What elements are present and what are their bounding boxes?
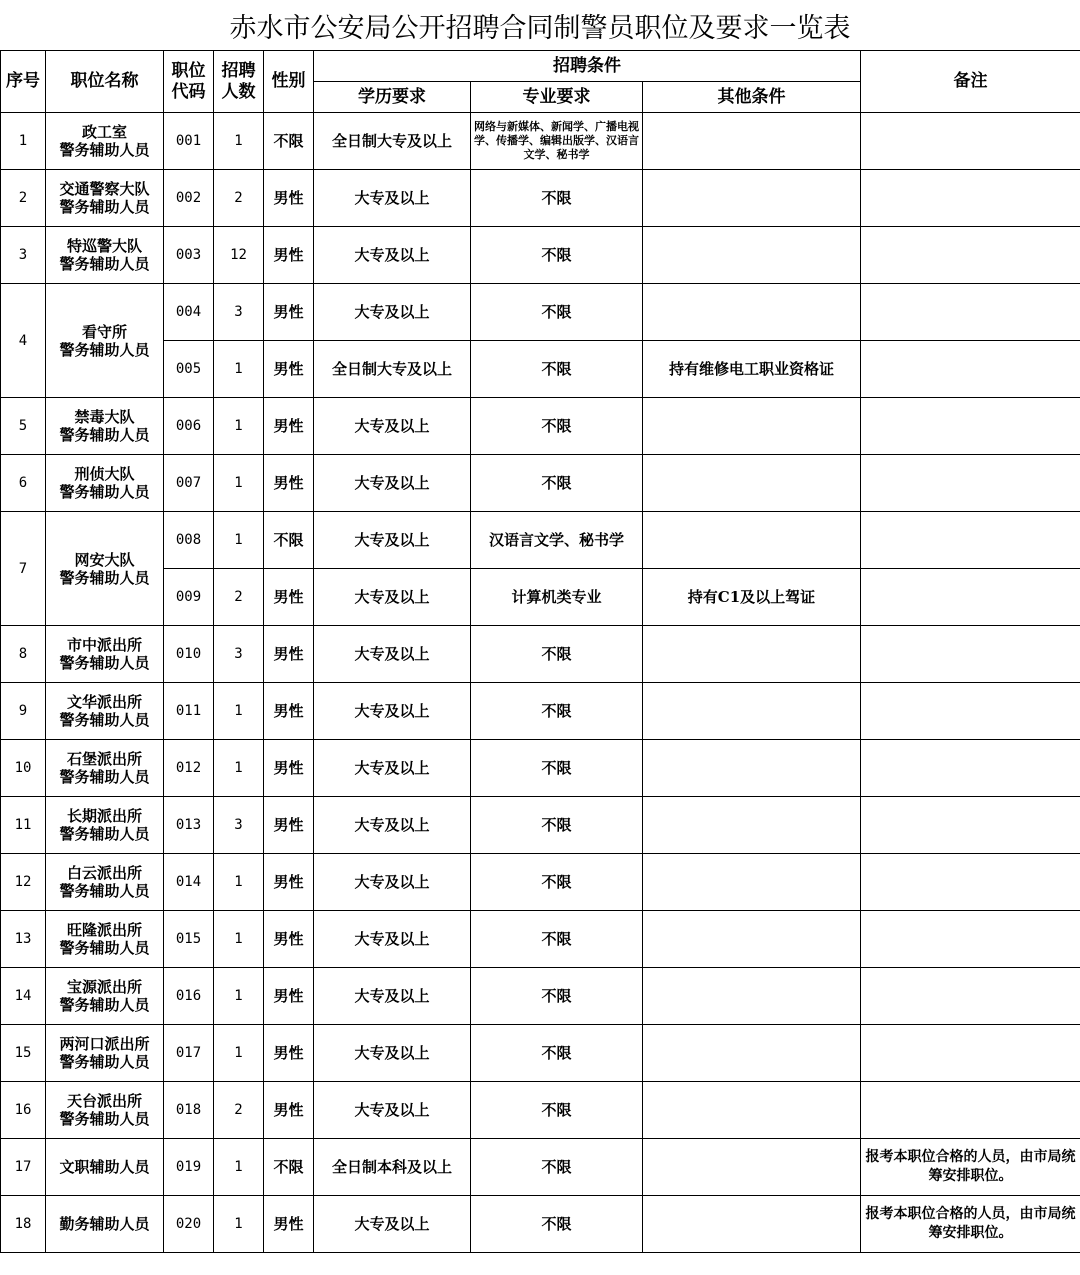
education-cell: 大专及以上 xyxy=(314,284,471,341)
position-name-cell xyxy=(46,1139,164,1196)
headcount-cell: 1 xyxy=(214,1025,264,1082)
seq-cell: 14 xyxy=(1,968,46,1025)
other-conditions-cell xyxy=(643,227,861,284)
remarks-cell: 报考本职位合格的人员，由市局统筹安排职位。 xyxy=(861,1139,1080,1196)
position-code-cell: 020 xyxy=(164,1196,214,1253)
seq-cell: 17 xyxy=(1,1139,46,1196)
other-conditions-cell xyxy=(643,170,861,227)
position-code-cell: 010 xyxy=(164,626,214,683)
position-name-cell xyxy=(46,968,164,1025)
gender-cell: 男性 xyxy=(264,284,314,341)
header-seq: 序号 xyxy=(1,51,46,113)
position-code-cell: 009 xyxy=(164,569,214,626)
seq-cell: 1 xyxy=(1,113,46,170)
remarks-cell: 报考本职位合格的人员，由市局统筹安排职位。 xyxy=(861,1196,1080,1253)
header-count-line1: 招聘 xyxy=(221,60,256,81)
role-name: 警务辅助人员 xyxy=(59,568,150,587)
major-cell: 不限 xyxy=(471,683,643,740)
headcount-cell: 2 xyxy=(214,1082,264,1139)
unit-name: 石堡派出所 xyxy=(66,750,142,768)
major-cell: 不限 xyxy=(471,398,643,455)
unit-name: 白云派出所 xyxy=(66,864,142,882)
table-row xyxy=(1,968,1080,1025)
position-name-cell xyxy=(46,1082,164,1139)
education-cell: 大专及以上 xyxy=(314,1082,471,1139)
position-name-cell xyxy=(46,683,164,740)
header-major: 专业要求 xyxy=(471,82,643,113)
major-cell: 不限 xyxy=(471,284,643,341)
seq-cell: 5 xyxy=(1,398,46,455)
major-cell: 不限 xyxy=(471,455,643,512)
headcount-cell: 2 xyxy=(214,170,264,227)
gender-cell: 男性 xyxy=(264,398,314,455)
headcount-cell: 1 xyxy=(214,341,264,398)
headcount-cell: 1 xyxy=(214,740,264,797)
major-cell: 不限 xyxy=(471,797,643,854)
header-gender: 性别 xyxy=(264,51,314,113)
other-conditions-cell xyxy=(643,797,861,854)
education-cell: 全日制大专及以上 xyxy=(314,113,471,170)
table-row xyxy=(1,227,1080,284)
major-cell: 不限 xyxy=(471,341,643,398)
headcount-cell: 1 xyxy=(214,455,264,512)
position-name-cell xyxy=(46,113,164,170)
remarks-cell xyxy=(861,227,1080,284)
major-cell: 不限 xyxy=(471,854,643,911)
major-cell: 不限 xyxy=(471,1025,643,1082)
other-conditions-cell xyxy=(643,1025,861,1082)
remarks-cell xyxy=(861,797,1080,854)
position-code-cell: 014 xyxy=(164,854,214,911)
role-name: 警务辅助人员 xyxy=(59,768,150,786)
education-cell: 大专及以上 xyxy=(314,455,471,512)
position-code-cell: 002 xyxy=(164,170,214,227)
seq-cell: 7 xyxy=(1,512,46,626)
other-conditions-cell xyxy=(643,968,861,1025)
seq-cell: 6 xyxy=(1,455,46,512)
table-row xyxy=(1,1025,1080,1082)
role-name: 警务辅助人员 xyxy=(59,426,150,444)
major-cell: 汉语言文学、秘书学 xyxy=(471,512,643,569)
seq-cell: 18 xyxy=(1,1196,46,1253)
header-other: 其他条件 xyxy=(643,82,861,113)
table-row xyxy=(1,1139,1080,1196)
gender-cell: 男性 xyxy=(264,569,314,626)
education-cell: 大专及以上 xyxy=(314,227,471,284)
position-name-cell xyxy=(46,854,164,911)
header-remarks: 备注 xyxy=(861,51,1080,113)
remarks-cell xyxy=(861,455,1080,512)
education-cell: 全日制大专及以上 xyxy=(314,341,471,398)
remarks-cell xyxy=(861,1082,1080,1139)
position-name-cell xyxy=(46,1196,164,1253)
other-conditions-cell xyxy=(643,284,861,341)
table-row xyxy=(1,854,1080,911)
headcount-cell: 1 xyxy=(214,911,264,968)
role-name: 警务辅助人员 xyxy=(59,939,150,957)
gender-cell: 男性 xyxy=(264,626,314,683)
major-cell: 不限 xyxy=(471,170,643,227)
other-conditions-cell xyxy=(643,740,861,797)
remarks-cell xyxy=(861,170,1080,227)
major-cell: 不限 xyxy=(471,911,643,968)
other-conditions-cell: 持有维修电工职业资格证 xyxy=(643,341,861,398)
education-cell: 大专及以上 xyxy=(314,626,471,683)
position-code-cell: 017 xyxy=(164,1025,214,1082)
page-title: 赤水市公安局公开招聘合同制警员职位及要求一览表 xyxy=(229,12,851,44)
remarks-cell xyxy=(861,740,1080,797)
gender-cell: 不限 xyxy=(264,113,314,170)
headcount-cell: 1 xyxy=(214,113,264,170)
other-conditions-cell xyxy=(643,113,861,170)
position-name-cell xyxy=(46,284,164,398)
seq-cell: 12 xyxy=(1,854,46,911)
seq-cell: 13 xyxy=(1,911,46,968)
education-cell: 大专及以上 xyxy=(314,740,471,797)
gender-cell: 男性 xyxy=(264,1025,314,1082)
role-name: 警务辅助人员 xyxy=(59,654,150,672)
major-cell: 不限 xyxy=(471,1196,643,1253)
gender-cell: 男性 xyxy=(264,683,314,740)
major-cell: 计算机类专业 xyxy=(471,569,643,626)
headcount-cell: 1 xyxy=(214,398,264,455)
position-code-cell: 005 xyxy=(164,341,214,398)
remarks-cell xyxy=(861,398,1080,455)
remarks-cell xyxy=(861,1025,1080,1082)
role-name: 警务辅助人员 xyxy=(59,1110,150,1128)
position-name-cell xyxy=(46,626,164,683)
position-code-cell: 003 xyxy=(164,227,214,284)
header-code-line2: 代码 xyxy=(171,81,206,102)
headcount-cell: 12 xyxy=(214,227,264,284)
position-code-cell: 008 xyxy=(164,512,214,569)
education-cell: 大专及以上 xyxy=(314,1196,471,1253)
other-conditions-cell: 持有C1及以上驾证 xyxy=(643,569,861,626)
education-cell: 大专及以上 xyxy=(314,854,471,911)
major-cell: 不限 xyxy=(471,968,643,1025)
other-conditions-cell xyxy=(643,626,861,683)
table-row xyxy=(1,284,1080,341)
role-name: 警务辅助人员 xyxy=(59,198,150,216)
position-name-cell xyxy=(46,740,164,797)
header-conditions: 招聘条件 xyxy=(314,51,861,82)
headcount-cell: 1 xyxy=(214,683,264,740)
position-name-cell xyxy=(46,512,164,626)
seq-cell: 9 xyxy=(1,683,46,740)
gender-cell: 男性 xyxy=(264,1082,314,1139)
remarks-cell xyxy=(861,284,1080,341)
remarks-cell xyxy=(861,626,1080,683)
other-conditions-cell xyxy=(643,455,861,512)
position-name-cell xyxy=(46,1025,164,1082)
unit-name: 市中派出所 xyxy=(66,636,142,654)
remarks-cell xyxy=(861,569,1080,626)
table-row xyxy=(1,740,1080,797)
role-name: 警务辅助人员 xyxy=(59,882,150,900)
role-name: 警务辅助人员 xyxy=(59,1053,150,1071)
education-cell: 大专及以上 xyxy=(314,797,471,854)
role-name: 警务辅助人员 xyxy=(59,825,150,843)
role-name: 警务辅助人员 xyxy=(59,255,150,273)
seq-cell: 15 xyxy=(1,1025,46,1082)
major-cell: 不限 xyxy=(471,1082,643,1139)
header-code-line1: 职位 xyxy=(171,60,206,81)
seq-cell: 8 xyxy=(1,626,46,683)
major-cell: 网络与新媒体、新闻学、广播电视学、传播学、编辑出版学、汉语言文学、秘书学 xyxy=(471,113,643,170)
education-cell: 大专及以上 xyxy=(314,512,471,569)
table-row xyxy=(1,911,1080,968)
position-code-cell: 004 xyxy=(164,284,214,341)
gender-cell: 男性 xyxy=(264,968,314,1025)
role-name: 警务辅助人员 xyxy=(59,996,150,1014)
gender-cell: 男性 xyxy=(264,227,314,284)
gender-cell: 男性 xyxy=(264,1196,314,1253)
headcount-cell: 1 xyxy=(214,1196,264,1253)
remarks-cell xyxy=(861,341,1080,398)
seq-cell: 11 xyxy=(1,797,46,854)
other-conditions-cell xyxy=(643,398,861,455)
gender-cell: 男性 xyxy=(264,854,314,911)
headcount-cell: 3 xyxy=(214,626,264,683)
table-body xyxy=(1,113,1080,1253)
unit-name: 宝源派出所 xyxy=(66,978,142,996)
position-name-cell xyxy=(46,797,164,854)
gender-cell: 不限 xyxy=(264,512,314,569)
seq-cell: 16 xyxy=(1,1082,46,1139)
role-name: 警务辅助人员 xyxy=(59,483,150,501)
education-cell: 大专及以上 xyxy=(314,1025,471,1082)
unit-name: 天台派出所 xyxy=(66,1092,142,1110)
remarks-cell xyxy=(861,683,1080,740)
table-row xyxy=(1,1082,1080,1139)
unit-name: 看守所 xyxy=(81,322,127,341)
headcount-cell: 2 xyxy=(214,569,264,626)
major-cell: 不限 xyxy=(471,1139,643,1196)
positions-table xyxy=(0,50,1080,1253)
education-cell: 大专及以上 xyxy=(314,170,471,227)
table-row xyxy=(1,455,1080,512)
position-code-cell: 019 xyxy=(164,1139,214,1196)
table-row xyxy=(1,797,1080,854)
other-conditions-cell xyxy=(643,683,861,740)
headcount-cell: 1 xyxy=(214,512,264,569)
seq-cell: 3 xyxy=(1,227,46,284)
table-row xyxy=(1,113,1080,170)
unit-name: 旺隆派出所 xyxy=(66,921,142,939)
unit-name: 文华派出所 xyxy=(66,693,142,711)
unit-name: 长期派出所 xyxy=(66,807,142,825)
position-code-cell: 007 xyxy=(164,455,214,512)
other-conditions-cell xyxy=(643,512,861,569)
position-name-cell xyxy=(46,455,164,512)
seq-cell: 10 xyxy=(1,740,46,797)
unit-name: 勤务辅助人员 xyxy=(59,1215,150,1233)
seq-cell: 2 xyxy=(1,170,46,227)
role-name: 警务辅助人员 xyxy=(59,711,150,729)
gender-cell: 男性 xyxy=(264,911,314,968)
other-conditions-cell xyxy=(643,854,861,911)
table-row xyxy=(1,626,1080,683)
education-cell: 全日制本科及以上 xyxy=(314,1139,471,1196)
position-name-cell xyxy=(46,170,164,227)
major-cell: 不限 xyxy=(471,626,643,683)
education-cell: 大专及以上 xyxy=(314,683,471,740)
gender-cell: 男性 xyxy=(264,170,314,227)
table-row xyxy=(1,1196,1080,1253)
position-code-cell: 006 xyxy=(164,398,214,455)
unit-name: 特巡警大队 xyxy=(66,237,142,255)
unit-name: 刑侦大队 xyxy=(74,465,135,483)
seq-cell: 4 xyxy=(1,284,46,398)
position-name-cell xyxy=(46,227,164,284)
unit-name: 文职辅助人员 xyxy=(59,1158,150,1176)
other-conditions-cell xyxy=(643,1196,861,1253)
position-name-cell xyxy=(46,911,164,968)
education-cell: 大专及以上 xyxy=(314,569,471,626)
gender-cell: 男性 xyxy=(264,455,314,512)
position-code-cell: 011 xyxy=(164,683,214,740)
position-code-cell: 001 xyxy=(164,113,214,170)
remarks-cell xyxy=(861,854,1080,911)
headcount-cell: 3 xyxy=(214,797,264,854)
unit-name: 禁毒大队 xyxy=(74,408,135,426)
unit-name: 政工室 xyxy=(81,123,127,141)
headcount-cell: 3 xyxy=(214,284,264,341)
gender-cell: 男性 xyxy=(264,797,314,854)
education-cell: 大专及以上 xyxy=(314,398,471,455)
remarks-cell xyxy=(861,512,1080,569)
other-conditions-cell xyxy=(643,911,861,968)
headcount-cell: 1 xyxy=(214,968,264,1025)
position-code-cell: 018 xyxy=(164,1082,214,1139)
table-row xyxy=(1,398,1080,455)
table-row xyxy=(1,683,1080,740)
remarks-cell xyxy=(861,113,1080,170)
role-name: 警务辅助人员 xyxy=(59,340,150,359)
position-code-cell: 015 xyxy=(164,911,214,968)
role-name: 警务辅助人员 xyxy=(59,141,150,159)
gender-cell: 男性 xyxy=(264,740,314,797)
major-cell: 不限 xyxy=(471,740,643,797)
unit-name: 网安大队 xyxy=(74,550,135,569)
headcount-cell: 1 xyxy=(214,1139,264,1196)
header-code xyxy=(164,51,214,113)
unit-name: 交通警察大队 xyxy=(59,180,150,198)
education-cell: 大专及以上 xyxy=(314,968,471,1025)
header-count-line2: 人数 xyxy=(221,81,256,102)
gender-cell: 男性 xyxy=(264,341,314,398)
education-cell: 大专及以上 xyxy=(314,911,471,968)
gender-cell: 不限 xyxy=(264,1139,314,1196)
header-education: 学历要求 xyxy=(314,82,471,113)
position-name-cell xyxy=(46,398,164,455)
unit-name: 两河口派出所 xyxy=(59,1035,150,1053)
position-code-cell: 012 xyxy=(164,740,214,797)
other-conditions-cell xyxy=(643,1139,861,1196)
headcount-cell: 1 xyxy=(214,854,264,911)
position-code-cell: 016 xyxy=(164,968,214,1025)
remarks-cell xyxy=(861,968,1080,1025)
table-row xyxy=(1,170,1080,227)
remarks-cell xyxy=(861,911,1080,968)
other-conditions-cell xyxy=(643,1082,861,1139)
header-position-name: 职位名称 xyxy=(46,51,164,113)
table-row xyxy=(1,512,1080,569)
header-count xyxy=(214,51,264,113)
position-code-cell: 013 xyxy=(164,797,214,854)
major-cell: 不限 xyxy=(471,227,643,284)
